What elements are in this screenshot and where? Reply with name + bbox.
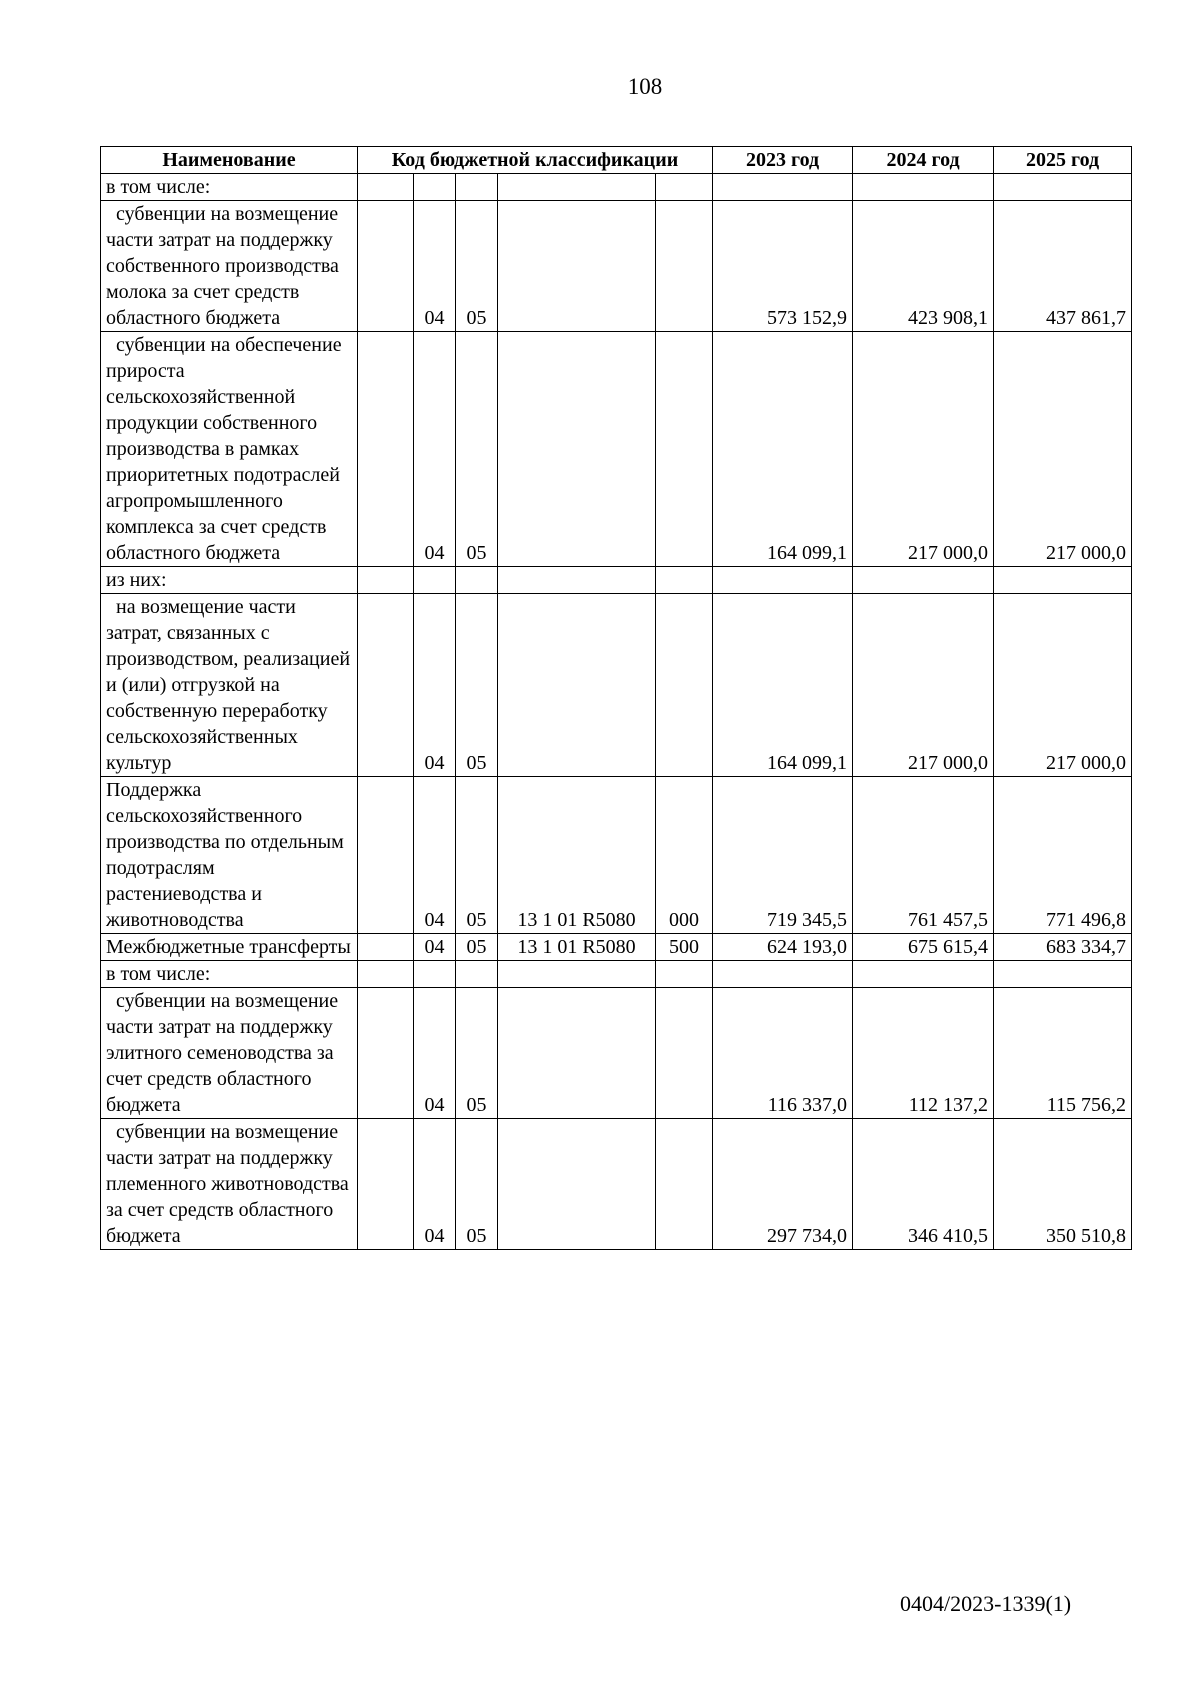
header-2024: 2024 год [853,147,994,174]
budget-table [100,146,1132,1250]
code-rz: 04 [414,201,456,332]
value-2025: 217 000,0 [994,594,1132,777]
value-2025: 217 000,0 [994,332,1132,567]
table-row [101,777,1132,934]
row-name: субвенции на возмещение части затрат на поддержку племенного животноводства за счет средств областного бюджета [101,1119,358,1250]
table-row [101,594,1132,777]
value-2024: 217 000,0 [853,594,994,777]
value-2023: 297 734,0 [713,1119,853,1250]
value-2023: 624 193,0 [713,934,853,961]
table-row [101,332,1132,567]
code-vr [656,332,713,567]
value-2023: 116 337,0 [713,988,853,1119]
code-vr [656,988,713,1119]
code-pr: 05 [456,934,498,961]
code-pr: 05 [456,201,498,332]
value-2025: 771 496,8 [994,777,1132,934]
table-row [101,988,1132,1119]
code-pr: 05 [456,332,498,567]
row-name: в том числе: [101,174,358,201]
table-row [101,567,1132,594]
value-2023: 164 099,1 [713,332,853,567]
document-id: 0404/2023-1339(1) [900,1591,1072,1616]
code-rz: 04 [414,934,456,961]
value-2024: 217 000,0 [853,332,994,567]
code-rz: 04 [414,594,456,777]
table-row [101,174,1132,201]
code-csr: 13 1 01 R5080 [498,777,656,934]
table-header-row [101,147,1132,174]
code-rz: 04 [414,1119,456,1250]
table-row [101,201,1132,332]
code-pr: 05 [456,1119,498,1250]
code-pr: 05 [456,594,498,777]
value-2023: 164 099,1 [713,594,853,777]
value-2024: 423 908,1 [853,201,994,332]
value-2024: 675 615,4 [853,934,994,961]
table-row [101,1119,1132,1250]
header-2023: 2023 год [713,147,853,174]
header-code: Код бюджетной классификации [358,147,713,174]
code-rz: 04 [414,777,456,934]
code-csr [498,1119,656,1250]
code-csr [498,988,656,1119]
value-2024: 346 410,5 [853,1119,994,1250]
code-csr [498,332,656,567]
row-name: Межбюджетные трансферты [101,934,358,961]
row-name: субвенции на возмещение части затрат на поддержку элитного семеноводства за счет средств областного бюджета [101,988,358,1119]
code-vr [656,594,713,777]
table-row [101,961,1132,988]
row-name: на возмещение части затрат, связанных с производством, реализацией и (или) отгрузкой на собственную переработку сельскохозяйственных культур [101,594,358,777]
row-name: субвенции на возмещение части затрат на поддержку собственного производства молока за счет средств областного бюджета [101,201,358,332]
code-pr: 05 [456,988,498,1119]
value-2024: 112 137,2 [853,988,994,1119]
value-2025: 350 510,8 [994,1119,1132,1250]
code-vr: 500 [656,934,713,961]
code-csr [498,201,656,332]
code-pr: 05 [456,777,498,934]
code-vr [656,1119,713,1250]
value-2023: 719 345,5 [713,777,853,934]
value-2025: 683 334,7 [994,934,1132,961]
value-2025: 437 861,7 [994,201,1132,332]
code-vr: 000 [656,777,713,934]
page-number: 108 [627,74,663,99]
value-2025: 115 756,2 [994,988,1132,1119]
value-2023: 573 152,9 [713,201,853,332]
row-name: в том числе: [101,961,358,988]
value-2024: 761 457,5 [853,777,994,934]
code-vr [656,201,713,332]
row-name: Поддержка сельскохозяйственного производства по отдельным подотраслям растениеводства и животноводства [101,777,358,934]
code-rz: 04 [414,332,456,567]
code-rz: 04 [414,988,456,1119]
row-name: из них: [101,567,358,594]
table-row [101,934,1132,961]
row-name: субвенции на обеспечение прироста сельскохозяйственной продукции собственного производства в рамках приоритетных подотраслей агропромышленного комплекса за счет средств областного бюджета [101,332,358,567]
code-csr: 13 1 01 R5080 [498,934,656,961]
header-2025: 2025 год [994,147,1132,174]
code-csr [498,594,656,777]
header-name: Наименование [101,147,358,174]
